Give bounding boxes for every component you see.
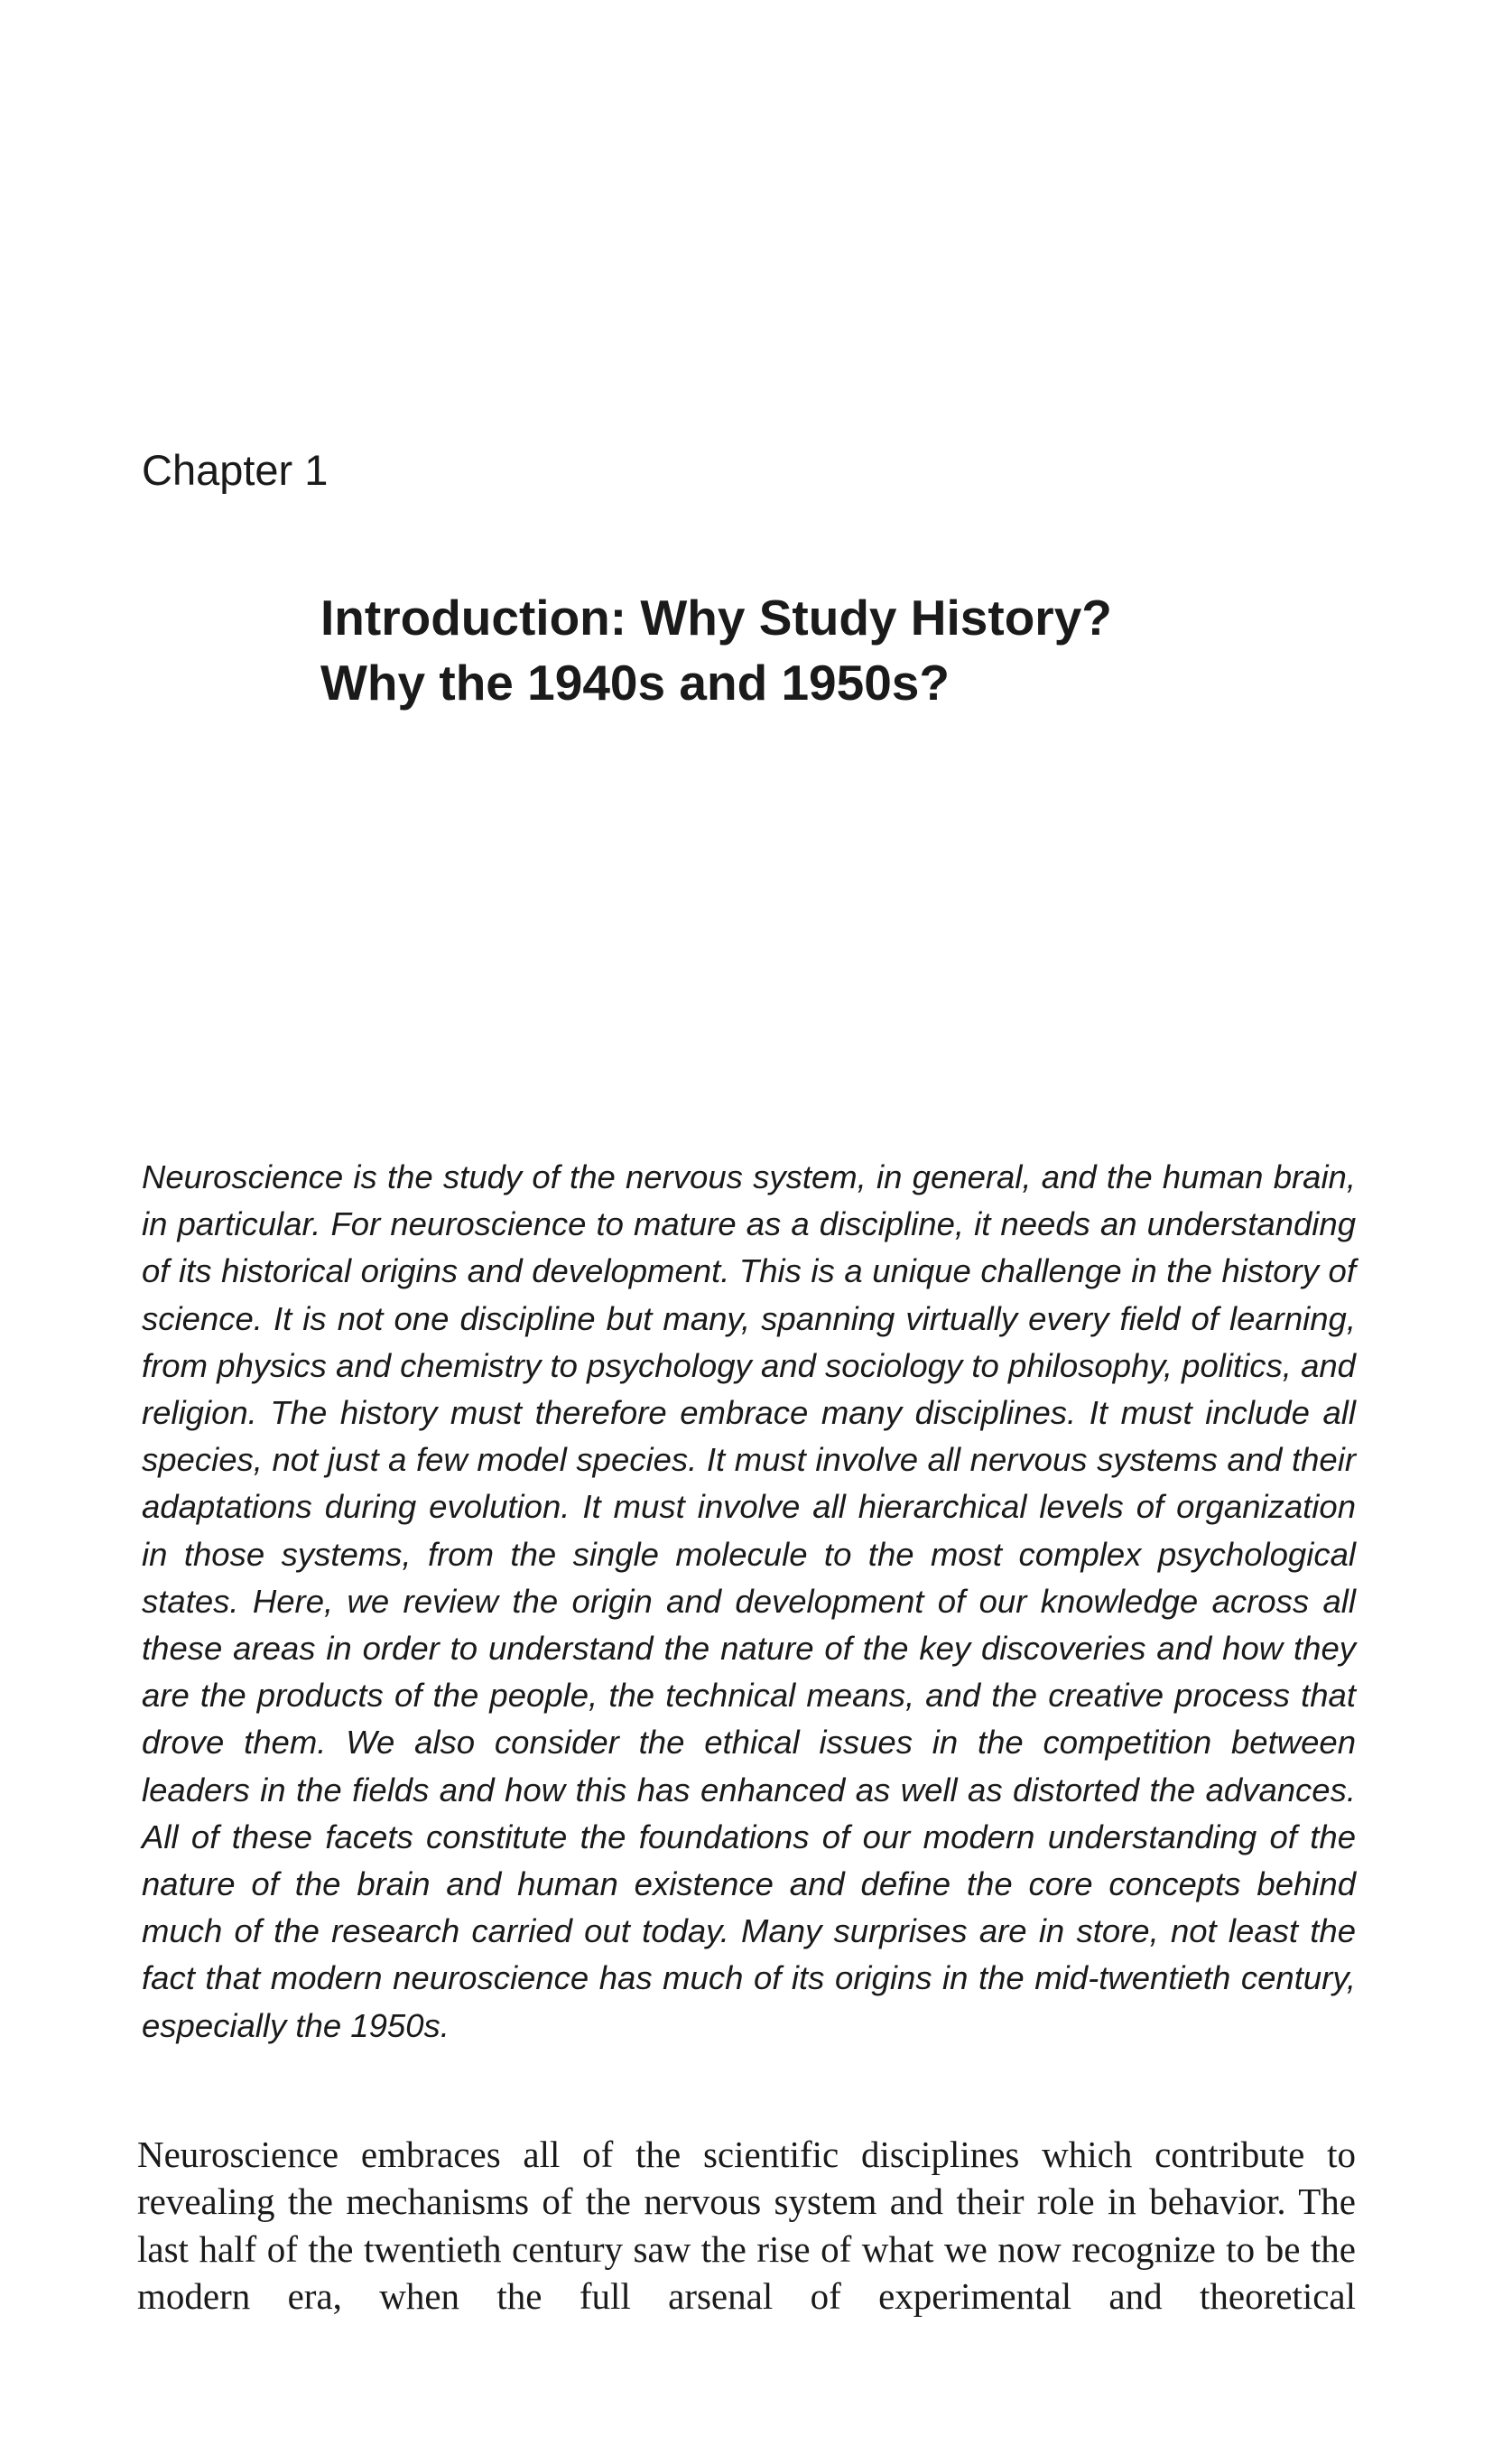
body-paragraph: Neuroscience embraces all of the scientific disciplines which contribute to revealing the mechanisms of the nervous system and their role in behavior. The last half of the twentieth century saw the rise of what we now recognize to be the modern era, when the full arsenal of experimental and theoretical [137,2134,1356,2317]
chapter-title-line-2: Why the 1940s and 1950s? [320,655,950,711]
chapter-label: Chapter 1 [142,446,329,494]
chapter-title-line-1: Introduction: Why Study History? [320,590,1112,646]
chapter-abstract: Neuroscience is the study of the nervous system, in general, and the human brain, in particular. For neuroscience to mature as a discipline, it needs an understanding of its historical origins and development. This is a unique challenge in the history of science. It is not one discipline but many, spanning virtually every field of learning, from physics and chemistry to psychology and sociology to philosophy, politics, and religion. The history must therefore embrace many disciplines. It must include all species, not just a few model species. It must involve all nervous systems and their adaptations during evolution. It must involve all hierarchical levels of organization in those systems, from the single molecule to the most complex psychological states. Here, we review the origin and development of our knowledge across all these areas in order to understand the nature of the key discoveries and how they are the products of the people, the technical means, and the creative process that drove them. We also consider the ethical issues in the competition between leaders in the fields and how this has enhanced as well as distorted the advances. All of these facets constitute the foundations of our modern understanding of the nature of the brain and human existence and define the core concepts behind much of the research carried out today. Many surprises are in store, not least the fact that modern neuroscience has much of its origins in the mid-twentieth century, especially the 1950s. [142,1158,1356,2044]
chapter-title [320,585,1359,715]
